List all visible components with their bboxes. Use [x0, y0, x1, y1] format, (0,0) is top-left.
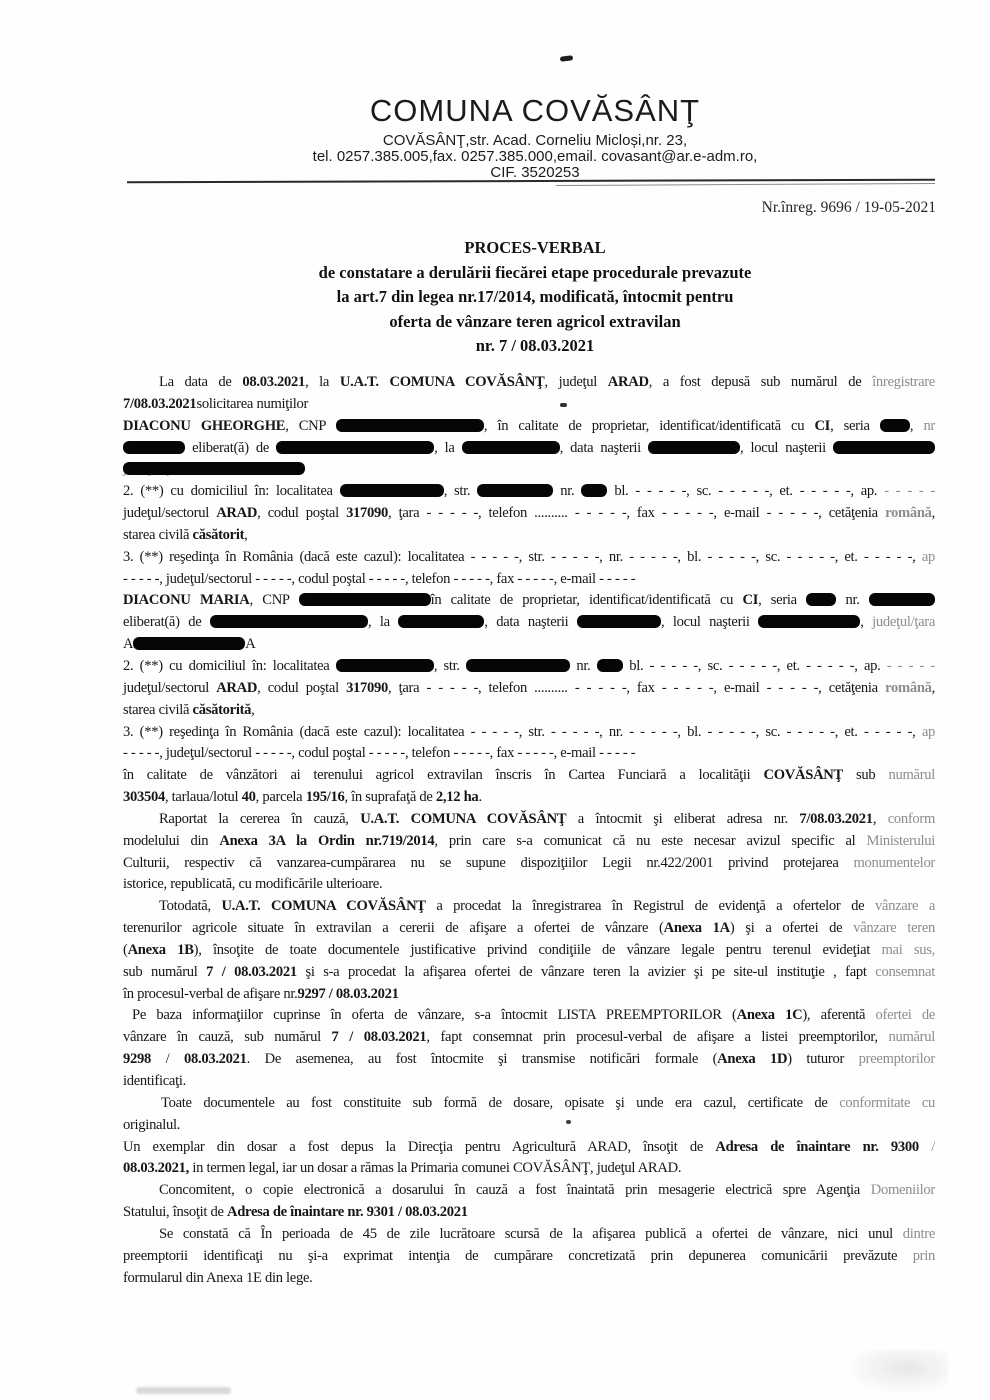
redaction-box — [276, 441, 434, 454]
text-segment: 08.03.2021 — [183, 1051, 247, 1068]
body-line — [123, 700, 935, 722]
text-segment: şi s-a procedat la afişarea ofertei de vânzare teren la avizier şi pe site-ul instituţie , fapt — [296, 963, 876, 980]
text-segment: 7/08.03.2021 — [799, 810, 873, 827]
text-segment: , fapt consemnat prin procesul-verbal de afişare a listei preemptorilor, — [426, 1029, 889, 1046]
body-line — [123, 853, 935, 875]
text-segment: judeţul/ţara — [872, 614, 935, 631]
body-line — [123, 634, 935, 656]
text-segment: , la — [434, 439, 462, 456]
body-line — [123, 547, 935, 569]
body-line — [123, 1202, 935, 1224]
text-segment: , — [860, 614, 873, 631]
text-segment: DIACONU MARIA — [123, 592, 250, 609]
letterhead-rule-secondary — [556, 183, 935, 186]
address-line: COVĂSÂNŢ,str. Acad. Corneliu Micloși,nr. 23, — [382, 132, 688, 149]
text-segment: , — [872, 810, 888, 827]
text-segment: U.A.T. COMUNA COVĂSÂNŢ — [221, 898, 426, 915]
body-line — [123, 416, 935, 438]
text-segment: 9297 / 08.03.2021 — [297, 985, 399, 1002]
body-line — [123, 459, 935, 481]
redaction-box — [466, 659, 570, 672]
text-segment: înregistrare — [872, 374, 935, 390]
text-segment: 317090 — [346, 505, 389, 522]
text-segment: dintre — [902, 1225, 935, 1242]
body-line — [123, 1005, 935, 1027]
redaction-box — [340, 484, 444, 497]
text-segment: , seria — [758, 592, 807, 609]
text-segment: 9298 — [123, 1051, 151, 1068]
text-segment: 2. (**) cu domiciliul în: localitatea — [123, 483, 340, 500]
text-segment: , parcela — [255, 789, 306, 806]
text-segment: Domeniilor — [870, 1182, 935, 1199]
text-segment: , data naşterii — [484, 614, 577, 631]
text-segment: sub numărul — [123, 963, 207, 980]
text-segment: 7 / 08.03.2021 — [206, 963, 297, 980]
text-segment: , locul naşterii — [740, 439, 833, 456]
text-segment: 3. (**) reşedinţa în România (dacă este cazul): localitatea - - - - -, str. - - - - -, nr. - - - - -, bl. - - - - -, sc. - - - - -, et. - - - - -, — [123, 723, 922, 740]
text-segment: , prin care s-a comunicat că nu este necesar avizul specific al — [434, 832, 867, 849]
body-line — [123, 787, 935, 809]
body-line — [123, 1115, 935, 1137]
text-segment: COVĂSÂNŢ — [763, 767, 843, 784]
text-segment: în calitate de vânzători ai terenului agricol extravilan înscris în Cartea Funciară a localităţii — [123, 767, 764, 784]
scan-smudge — [136, 1387, 231, 1394]
text-segment: Pe baza informaţiilor cuprinse în oferta de vânzare, s-a întocmit LISTA PREEMPTORILOR ( — [132, 1007, 737, 1024]
redaction-box — [477, 484, 553, 497]
text-segment: 317090 — [346, 679, 389, 696]
text-segment: Se constată că În perioada de 45 de zile lucrătoare scursă de la afişarea publică a ofertei de vânzare, nici unul — [159, 1225, 903, 1242]
text-segment: , la — [305, 374, 340, 390]
redaction-box — [133, 637, 245, 650]
scan-artifact — [560, 55, 574, 62]
text-segment: 08.03.2021, — [123, 1160, 190, 1177]
text-segment: istorice, republicată, cu modificările ulterioare. — [123, 876, 383, 893]
text-segment: - - - - -, judeţul/sectorul - - - - -, codul poştal - - - - -, telefon - - - - -, fax - - - - -, e-mail - - - - - — [123, 570, 636, 587]
text-segment: , în calitate de proprietar, identificat/identificată cu — [483, 417, 815, 434]
text-segment: bl. - - - - -, sc. - - - - -, et. - - - - -, ap. — [607, 483, 885, 500]
body-line — [123, 678, 935, 700]
text-segment: CI — [742, 592, 759, 609]
body-line — [123, 612, 935, 634]
text-segment: ARAD — [216, 505, 258, 522]
text-segment: mai sus, — [881, 941, 935, 958]
text-segment: , str. — [433, 657, 467, 674]
text-segment: - - - - - — [884, 483, 935, 500]
text-segment: căsătorit — [192, 526, 245, 543]
text-segment: în procesul-verbal de afişare nr. — [123, 985, 298, 1002]
letterhead — [130, 94, 940, 181]
body-line — [123, 1027, 935, 1049]
text-segment: judeţul/sectorul — [123, 679, 217, 696]
redaction-box — [597, 659, 623, 672]
organization-name: COMUNA COVĂSÂNŢ — [369, 93, 701, 128]
text-segment: starea civilă — [123, 701, 193, 718]
text-segment: , judeţul — [544, 374, 608, 390]
text-segment: preemptorilor — [858, 1051, 935, 1068]
text-segment: in termen legal, iar un dosar a rămas la Primaria comunei COVĂSÂNŢ, judeţul ARAD. — [189, 1160, 682, 1177]
text-segment: Adresa de înaintare nr. 9301 / 08.03.2021 — [226, 1204, 468, 1221]
text-segment: , — [244, 526, 248, 543]
scan-artifact — [566, 1120, 571, 1124]
text-segment: a procedat la înregistrarea în Registrul de evidenţă a ofertelor de — [425, 898, 875, 915]
redaction-box — [123, 462, 305, 475]
text-segment: , data naşterii — [559, 439, 649, 456]
text-segment: , ţara - - - - -, telefon .......... - - - - -, fax - - - - -, e-mail - - - - -, cetăţenia — [388, 679, 886, 696]
text-segment: eliberat(ă) de — [123, 614, 210, 631]
text-segment: română — [885, 505, 932, 522]
redaction-box — [210, 615, 368, 628]
redaction-box — [336, 659, 434, 672]
text-segment: numărul — [888, 767, 936, 784]
text-segment: - - - - -, judeţul/sectorul - - - - -, codul poştal - - - - -, telefon - - - - -, fax - - - - -, e-mail - - - - - — [123, 745, 636, 762]
text-segment: română — [885, 679, 932, 696]
text-segment: 7 / 08.03.2021 — [331, 1029, 427, 1046]
body-line — [123, 722, 935, 744]
text-segment: vânzare în cauză, sub numărul — [123, 1029, 332, 1046]
contact-line: tel. 0257.385.005,fax. 0257.385.000,email. covasant@ar.e-adm.ro, — [312, 148, 758, 165]
text-segment: La data de — [159, 374, 243, 390]
text-segment: ), aferentă — [802, 1007, 876, 1024]
text-segment: monumentelor — [853, 854, 935, 871]
text-segment: formularul din Anexa 1E din lege. — [123, 1269, 313, 1286]
text-segment: a întocmit şi eliberat adresa nr. — [566, 810, 800, 827]
body-line — [123, 656, 935, 678]
text-segment: Toate documentele au fost constituite sub formă de dosare, opisate şi unde era cazul, certificate de — [161, 1094, 840, 1111]
text-segment: solicitarea numiţilor — [196, 395, 309, 412]
redaction-box — [577, 615, 661, 628]
text-segment: vânzare a — [874, 898, 936, 915]
text-segment: , CNP — [249, 592, 299, 609]
body-line — [123, 962, 935, 984]
body-line — [123, 1071, 935, 1093]
redaction-box — [880, 419, 910, 432]
text-segment: preemptorii identificaţi nu şi-a exprimat intenţia de cumpărare concretizată prin depunerea comunicării prevăzute — [123, 1247, 913, 1264]
text-segment: identificaţi. — [123, 1073, 186, 1089]
text-segment: în calitate de proprietar, identificat/identificată cu — [430, 592, 743, 609]
document-body — [123, 372, 935, 1289]
text-segment: conform — [887, 810, 936, 827]
redaction-box — [398, 615, 484, 628]
text-segment: Anexa 1D — [717, 1051, 788, 1068]
text-segment: , codul poştal — [257, 679, 347, 696]
text-segment: judeţul/sectorul — [123, 505, 217, 522]
text-segment: ARAD — [216, 679, 258, 696]
text-segment: 2. (**) cu domiciliul în: localitatea — [123, 657, 336, 674]
text-segment: / — [151, 1051, 184, 1068]
text-segment: 2,12 ha — [435, 789, 479, 806]
scan-noise — [843, 1350, 948, 1395]
redaction-box — [299, 593, 431, 606]
text-segment: nr. — [553, 483, 582, 500]
body-line — [123, 896, 935, 918]
text-segment: ap — [921, 723, 935, 740]
body-line — [123, 503, 935, 525]
body-line — [123, 984, 935, 1006]
text-segment: starea civilă — [123, 526, 193, 543]
redaction-box — [336, 419, 484, 432]
text-segment: 3. (**) reşedinţa în România (dacă este cazul): localitatea - - - - -, str. - - - - -, nr. - - - - -, bl. - - - - -, sc. - - - - -, et. - - - - -, — [123, 548, 922, 565]
text-segment: , codul poştal — [257, 505, 347, 522]
text-segment: , CNP — [285, 417, 336, 434]
cif-line: CIF. 3520253 — [490, 164, 580, 181]
text-segment: , ţara - - - - -, telefon .......... - - - - -, fax - - - - -, e-mail - - - - -, cetăţenia — [388, 505, 886, 522]
body-line — [123, 481, 935, 503]
text-segment: nr. — [836, 592, 870, 609]
text-segment: Adresa de înaintare nr. 9300 — [715, 1138, 919, 1155]
text-segment: 7/08.03.2021 — [123, 395, 197, 412]
body-line — [123, 874, 935, 896]
title-line: nr. 7 / 08.03.2021 — [475, 336, 595, 356]
body-line — [123, 438, 935, 460]
text-segment: Anexa 3A la Ordin nr.719/2014 — [219, 832, 435, 849]
text-segment: , — [251, 701, 255, 718]
text-segment: Raportat la cererea în cauză, — [159, 810, 361, 827]
text-segment: Statului, însoţit de — [123, 1204, 227, 1221]
text-segment: . — [478, 789, 482, 806]
body-line — [123, 1049, 935, 1071]
text-segment: Anexa 1B — [127, 941, 194, 958]
redaction-box — [462, 441, 560, 454]
body-line — [123, 831, 935, 853]
text-segment: conformitate cu — [839, 1094, 935, 1111]
text-segment: U.A.T. COMUNA COVĂSÂNŢ — [339, 374, 545, 390]
text-segment: Totodată, — [159, 898, 222, 915]
text-segment: terenurilor agricole situate în extravilan a cererii de afişare a ofertei de vânzare ( — [123, 920, 664, 937]
text-segment: CI — [814, 417, 831, 434]
body-line — [123, 743, 935, 765]
redaction-box — [833, 441, 935, 454]
body-line — [123, 569, 935, 591]
text-segment: A — [245, 636, 256, 653]
text-segment: , str. — [443, 483, 478, 500]
text-segment: , în suprafaţă de — [344, 789, 436, 806]
text-segment: , — [909, 417, 924, 434]
text-segment: ARAD — [607, 374, 649, 390]
text-segment: ) tuturor — [787, 1051, 859, 1068]
body-line — [123, 1137, 935, 1159]
text-segment: consemnat — [875, 963, 935, 980]
registration-number: Nr.înreg. 9696 / 19-05-2021 — [761, 199, 936, 216]
text-segment: ap — [921, 548, 935, 565]
text-segment: ofertei de — [875, 1007, 936, 1024]
body-line — [123, 1180, 935, 1202]
text-segment: originalul. — [123, 1116, 181, 1133]
text-segment: , seria — [830, 417, 880, 434]
scan-artifact — [560, 403, 567, 407]
text-segment: modelului din — [123, 832, 220, 849]
body-line — [123, 590, 935, 612]
text-segment: - - - - - — [886, 657, 935, 674]
document-title — [130, 236, 940, 359]
text-segment: 195/16 — [305, 789, 345, 806]
text-segment: A — [123, 636, 134, 653]
text-segment: căsătorită — [192, 701, 252, 718]
text-segment: DIACONU GHEORGHE — [123, 417, 286, 434]
text-segment: bl. - - - - -, sc. - - - - -, et. - - - - -, ap. — [622, 657, 887, 674]
text-segment: . De asemenea, au fost întocmite şi transmise notificări formale ( — [246, 1051, 718, 1068]
text-segment: Ministerului — [866, 832, 936, 849]
text-segment: ), însoţite de toate documentele justificative privind condiţiile de vânzare legale pentru terenul evideţiat — [193, 941, 882, 958]
body-line — [123, 918, 935, 940]
text-segment: U.A.T. COMUNA COVĂSÂNŢ — [360, 810, 567, 827]
title-line: PROCES-VERBAL — [464, 238, 606, 257]
text-segment: Concomitent, o copie electronică a dosarului în cauză a fost înaintată prin mesagerie electrică spre Agenţia — [159, 1182, 871, 1199]
redaction-box — [581, 484, 607, 497]
text-segment: prin — [912, 1247, 935, 1264]
text-segment: , locul naşterii — [661, 614, 759, 631]
redaction-box — [869, 593, 935, 606]
text-segment: , a fost depusă sub numărul de — [648, 374, 873, 390]
text-segment: ( — [123, 941, 128, 958]
text-segment: , tarlaua/lotul — [164, 789, 242, 806]
text-segment: nr. — [570, 657, 597, 674]
body-line — [123, 809, 935, 831]
redaction-box — [648, 441, 740, 454]
title-line: de constatare a derulării fiecărei etape procedurale prevazute — [318, 262, 752, 282]
body-line — [123, 1158, 935, 1180]
text-segment: 303504 — [123, 789, 165, 806]
text-segment: numărul — [888, 1029, 935, 1046]
redaction-box — [806, 593, 836, 606]
text-segment: ) şi a ofertei de — [729, 920, 854, 937]
text-segment: / — [918, 1138, 935, 1155]
text-segment: 08.03.2021 — [242, 374, 306, 390]
text-segment: , — [931, 679, 935, 696]
body-line — [123, 525, 935, 547]
text-segment: Anexa 1C — [736, 1007, 803, 1024]
text-segment: Anexa 1A — [663, 920, 730, 937]
text-segment: eliberat(ă) de — [185, 439, 277, 456]
text-segment: nr — [923, 417, 935, 434]
text-segment: Culturii, respectiv că vanzarea-cumpărarea nu se supune dispoziţiilor Legii nr.422/2001 privind protejarea — [123, 854, 854, 871]
redaction-box — [123, 441, 185, 454]
body-line — [123, 394, 935, 416]
text-segment: Un exemplar din dosar a fost depus la Direcţia pentru Agricultură ARAD, însoţit de — [123, 1138, 716, 1155]
text-segment: vânzare teren — [853, 920, 936, 937]
text-segment: , — [931, 505, 935, 522]
body-line — [123, 1246, 935, 1268]
body-line — [123, 1268, 935, 1290]
body-line — [123, 1093, 935, 1115]
text-segment: 40 — [241, 789, 256, 806]
title-line: oferta de vânzare teren agricol extravilan — [389, 311, 681, 331]
redaction-box — [758, 615, 860, 628]
text-segment: , la — [367, 614, 399, 631]
body-line — [123, 940, 935, 962]
title-line: la art.7 din legea nr.17/2014, modificată, întocmit pentru — [336, 287, 734, 307]
text-segment: sub — [842, 767, 889, 784]
body-line — [123, 1224, 935, 1246]
body-line — [123, 765, 935, 787]
body-line — [123, 372, 935, 394]
